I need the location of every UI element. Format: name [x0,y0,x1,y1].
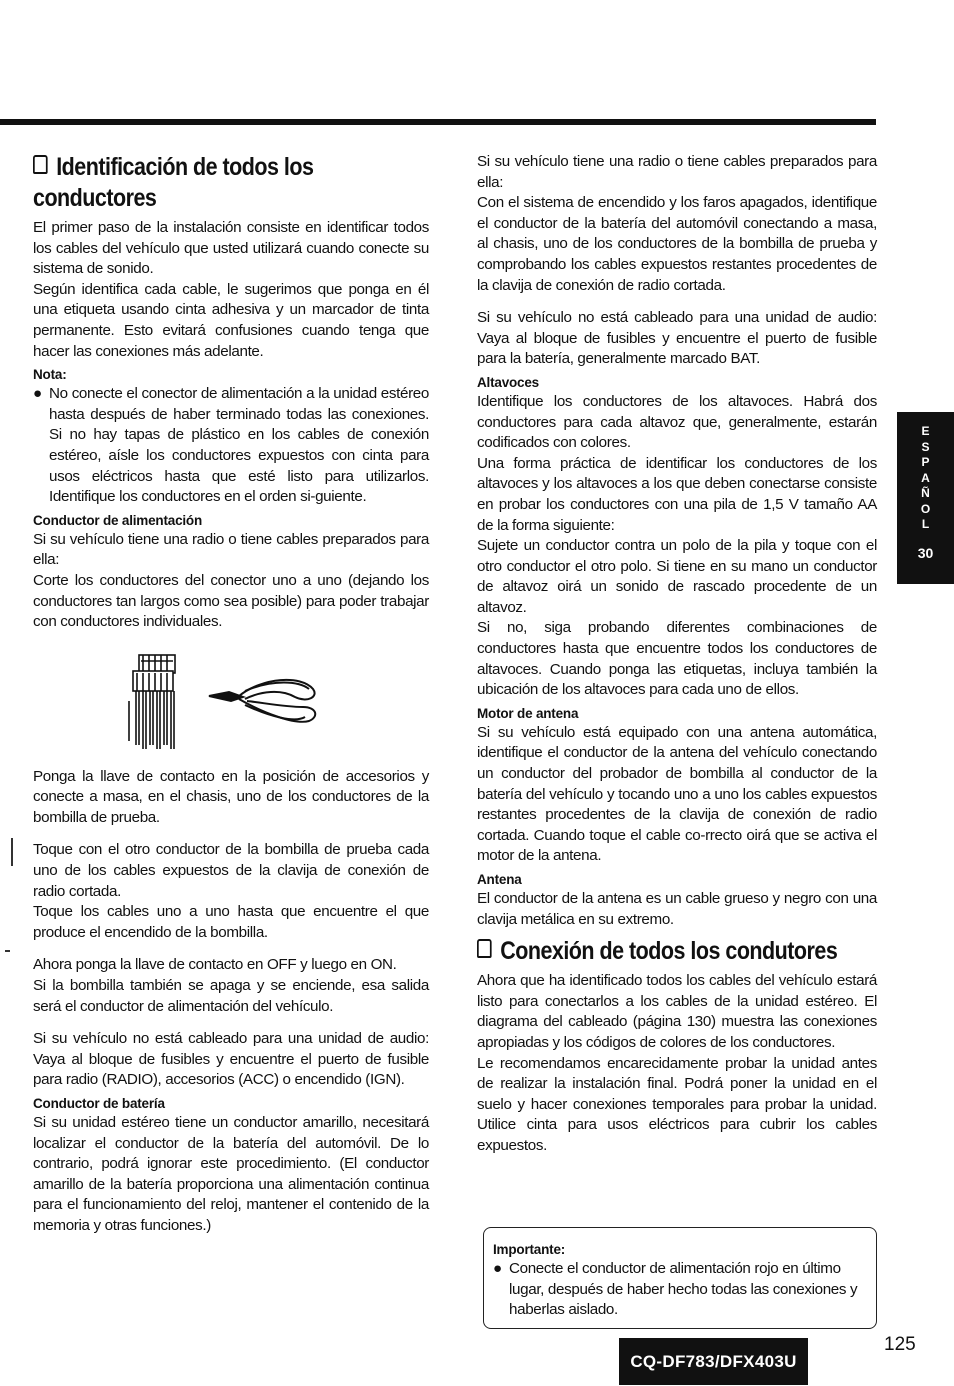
paragraph: Si su unidad estéreo tiene un conductor amarillo, necesitará localizar el conductor de la batería del automóvil. De lo contrario, podrá ignorar este procedimiento. (El conductor amarillo de la batería proporciona una alimentación continua para el funcionamiento del reloj, mantener el contenido de la memoria y otras funciones.) [33,1114,429,1234]
paragraph: Con el sistema de encendido y los faros apagados, identifique el conductor de la batería del automóvil conectando a masa, al chasis, uno de los conductores de la bombilla de prueba y comprobando los cables expuestos restantes procedentes de la clavija de conexión de radio cortada. [477,194,877,294]
paragraph: Ahora ponga la llave de contacto en OFF y luego en ON. [33,956,397,974]
paragraph: El conductor de la antena es un cable grueso y negro con una clavija metálica en su extremo. [477,890,877,928]
scan-mark [5,950,10,952]
important-box [483,1227,877,1329]
wire-connector-icon [129,655,175,749]
page-number: 125 [884,1334,916,1355]
model-number-badge: CQ-DF783/DFX403U [619,1338,808,1385]
bullet-dot-icon: ● [33,385,42,403]
pliers-icon [209,680,315,722]
intro-paragraph: El primer paso de la instalación consiste en identificar todos los cables del vehículo que usted utilizará cuando conecte su sistema de sonido. [33,219,429,278]
square-bullet-icon [33,155,48,174]
paragraph: Si su vehículo está equipado con una antena automática, identifique el conductor de la antena del vehículo conectando un conductor del probador de bombilla al conductor de la batería del vehículo y tocando uno a uno los cables expuestos restantes procedentes de la clavija de conexión de radio cortada. Cuando toque el cable co-rrecto oirá que se activa el motor de la antena. [477,723,877,865]
power-antenna-heading: Motor de antena [477,705,579,721]
section-number: 30 [917,544,934,561]
paragraph: Sujete un conductor contra un polo de la pila y toque con el otro conductor el otro polo. Si tiene en su mano un conductor de altavoz oirá un sonido de rascado procedente de un altavoz. [477,537,877,616]
square-bullet-icon [477,939,492,958]
paragraph: Si su vehículo no está cableado para una unidad de audio: Vaya al bloque de fusibles y encuentre el puerto de fusible para radio (RADIO), accesorios (ACC) o encendido (IGN). [33,1030,429,1089]
paragraph: Una forma práctica de identificar los conductores de los altavoces y los altavoces a los que deben conectarse consiste en probar los conductores con una pila de 1,5 V tamaño AA de la forma siguiente: [477,454,877,534]
paragraph: Ahora que ha identificado todos los cables del vehículo estará listo para conectarlos a los cables de la unidad estéreo. El diagrama del cableado (página 130) muestra las conexiones apropiadas y los códigos de colores de los conductores. [477,972,877,1051]
battery-lead-heading: Conductor de batería [33,1096,165,1111]
left-column [33,152,429,1237]
paragraph: Ponga la llave de contacto en la posición de accesorios y conecte a masa, en el chasis, uno de los conductores de la bombilla de prueba. [33,767,429,826]
top-rule [0,119,876,125]
right-column [477,152,877,1157]
power-lead-heading: Conductor de alimentación [33,512,203,528]
paragraph: Toque los cables uno a uno hasta que encuentre el que produce el encendido de la bombilla. [33,903,429,941]
paragraph: Corte los conductores del conector uno a uno (dejando los conductores tan largos como sea posible) para poder trabajar con conductores individuales. [33,571,429,631]
paragraph: Si su vehículo tiene una radio o tiene cables preparados para ella: [33,530,429,569]
paragraph: Le recomendamos encarecidamente probar la unidad antes de realizar la instalación final. Podrá poner la unidad en el suelo y hacer conexiones temporales para probar la unidad. Utilice cinta para usos eléctricos para cubrir los cables expuestos. [477,1054,877,1154]
important-bullet: ● Conecte el conductor de alimentación rojo en último lugar, después de haber hecho todas las conexiones y haberlas aislado. [493,1259,868,1321]
section-title-identification: Identificación de todos los conductores [33,153,314,212]
note-bullet: ● No conecte el conector de alimentación a la unidad estéreo hasta después de haber terminado todas las conexiones. Si no hay tapas de plástico en los cables de conexión estéreo, aísle los conductores expuestos con cinta para usos eléctricos hasta que esté listo para utilizarlos. Identifique los conductores en el orden si-guiente. [33,384,429,508]
note-heading: Nota: [33,367,67,383]
paragraph: Toque con el otro conductor de la bombilla de prueba cada uno de los cables expuestos de la clavija de conexión de radio cortada. [33,841,429,900]
bullet-dot-icon: ● [493,1260,502,1277]
paragraph: Si su vehículo tiene una radio o tiene cables preparados para ella: [477,153,877,191]
wire-cutter-illustration [33,641,429,753]
paragraph: Si no, siga probando diferentes combinaciones de conductores hasta que encuentre todos los conductores de altavoces. Cuando ponga las etiquetas, incluya también la ubicación de los altavoces para cada uno de ellos. [477,619,877,699]
paragraph: Identifique los conductores de los altavoces. Habrá dos conductores para cada altavoz que, generalmente, estarán codificados con colores. [477,392,877,452]
language-side-tab: E S P A Ñ O L 30 [897,412,954,584]
paragraph: Si la bombilla también se apaga y se enciende, esa salida será el conductor de alimentación del vehículo. [33,977,429,1015]
scan-mark [11,838,13,866]
important-heading: Importante: [493,1242,566,1257]
intro-paragraph: Según identifica cada cable, le sugerimos que ponga en él una etiqueta usando cinta adhesiva y un marcador de tinta permanente. Esto evitará confusiones cuando tenga que hacer las conexiones más adelante. [33,280,429,360]
antenna-heading: Antena [477,872,522,887]
section-title-connection: Conexión de todos los condutores [477,936,821,967]
paragraph: Si su vehículo no está cableado para una unidad de audio: Vaya al bloque de fusibles y encuentre el puerto de fusible para la batería, generalmente marcado BAT. [477,309,877,368]
speakers-heading: Altavoces [477,374,539,390]
